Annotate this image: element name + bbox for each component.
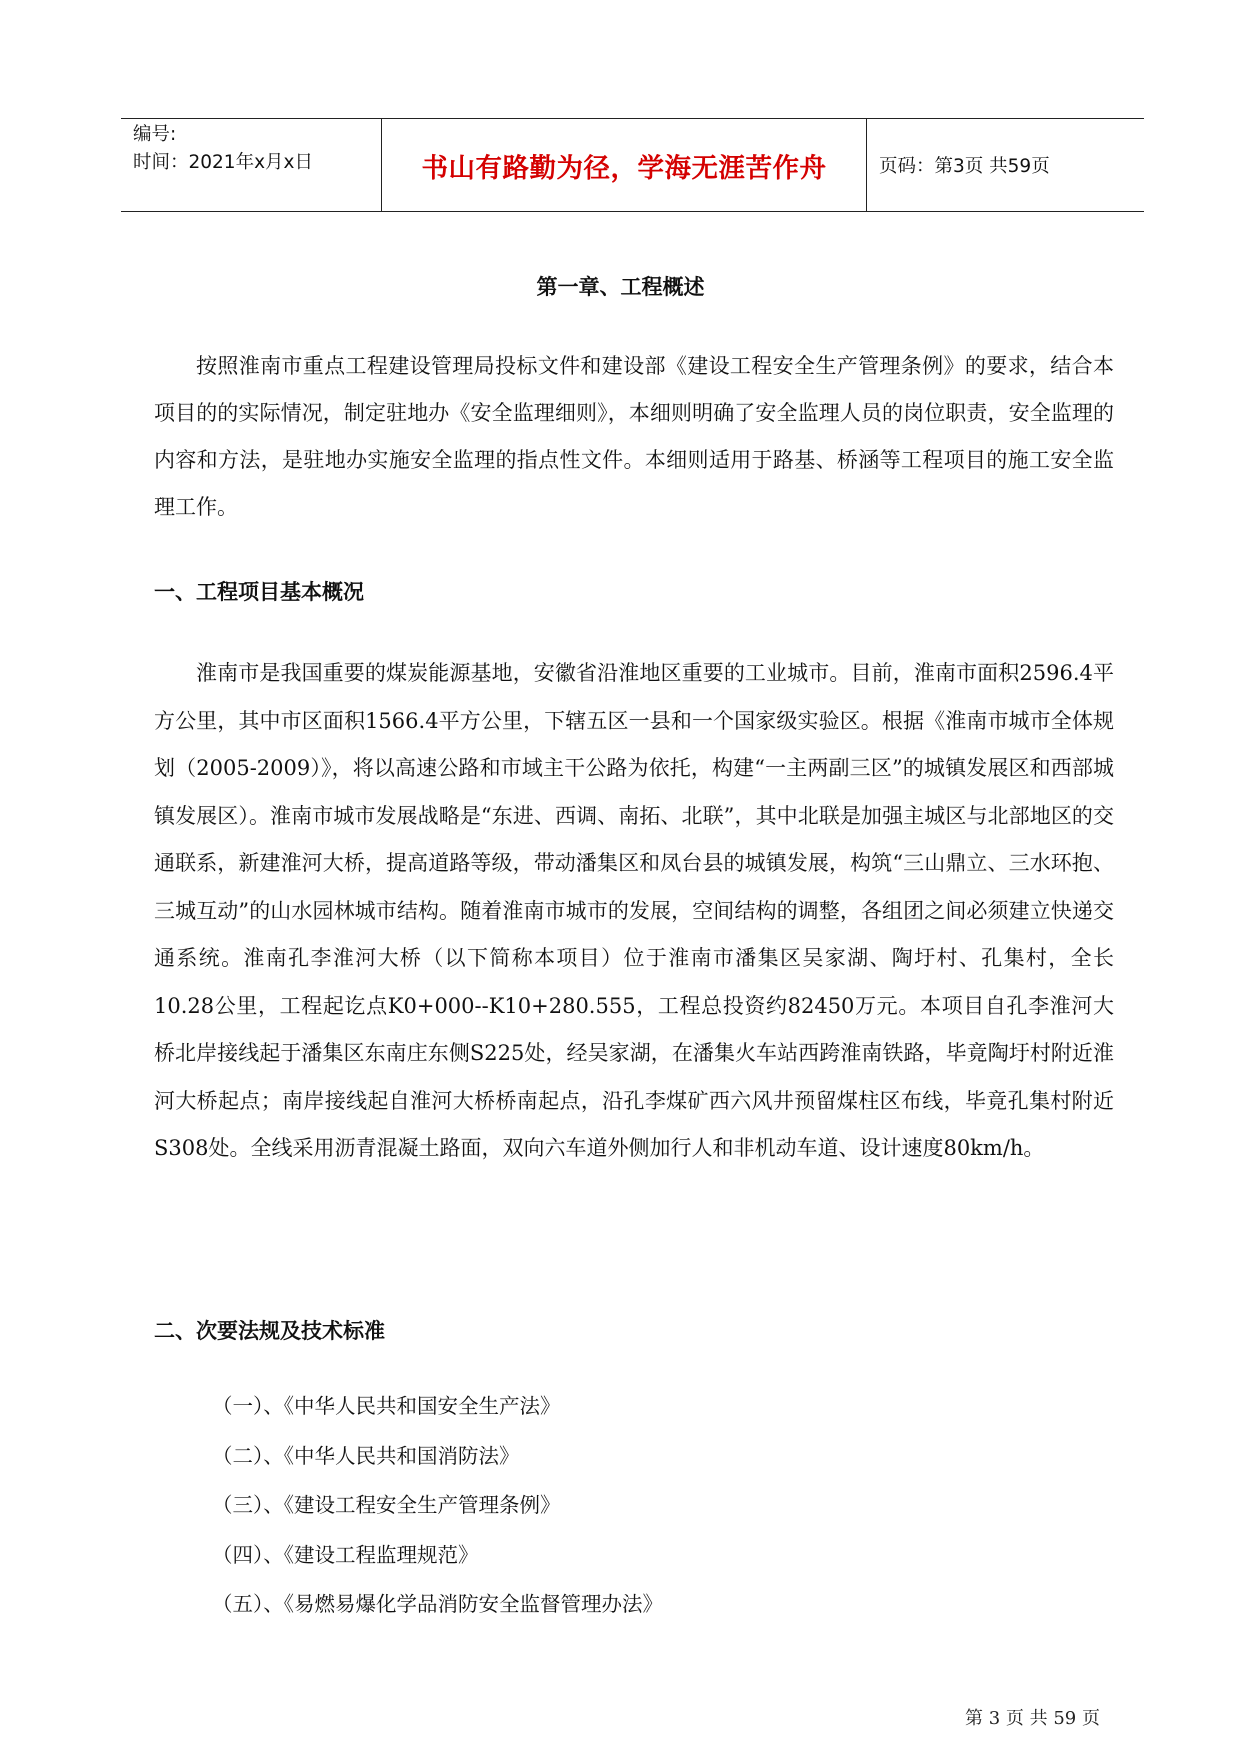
list-item: （一）、《中华人民共和国安全生产法》	[212, 1394, 561, 1418]
chapter-title: 第一章、工程概述	[536, 275, 705, 299]
list-item: （四）、《建设工程监理规范》	[212, 1542, 479, 1567]
serial-number-label: 编号:	[133, 124, 177, 145]
list-item: （三）、《建设工程安全生产管理条例》	[212, 1493, 561, 1517]
list-item: （二）、《中华人民共和国消防法》	[212, 1443, 520, 1468]
project-overview-paragraph: 淮南市是我国重要的煤炭能源基地，安徽省沿淮地区重要的工业城市。目前，淮南市面积2596.4平方公里，其中市区面积1566.4平方公里，下辖五区一县和一个国家级实验区。根据《淮南市城市全体规划（2005-2009）》，将以高速公路和市域主干公路为依托，构建“一主两副三区”的城镇发展区和西部城镇发展区）。淮南市城市发展战略是“东进、西调、南拓、北联”，其中北联是加强主城区与北部地区的交通联系，新建淮河大桥，提高道路等级，带动潘集区和凤台县的城镇发展，构筑“三山鼎立、三水环抱、三城互动”的山水园林城市结构。随着淮南市城市的发展，空间结构的调整，各组团之间必须建立快递交通系统。淮南孔李淮河大桥（以下简称本项目）位于淮南市潘集区吴家湖、陶圩村、孔集村，全长10.28公里，工程起讫点K0+000--K10+280.555，工程总投资约82450万元。本项目自孔李淮河大桥北岸接线起于潘集区东南庄东侧S225处，经吴家湖，在潘集火车站西跨淮南铁路，毕竟陶圩村附近淮河大桥起点；南岸接线起自淮河大桥桥南起点，沿孔李煤矿西六风井预留煤柱区布线，毕竟孔集村附近S308处。全线采用沥青混凝土路面，双向六车道外侧加行人和非机动车道、设计速度80km/h。	[154, 661, 1114, 1160]
time-label: 时间：2021年x月x日	[133, 152, 313, 173]
header-meta	[121, 119, 382, 211]
document-header	[121, 118, 1144, 212]
section-1-heading: 一、工程项目基本概况	[154, 580, 364, 604]
section-2-heading: 二、次要法规及技术标准	[154, 1319, 385, 1343]
header-motto-cell	[382, 119, 867, 211]
header-page-label: 页码：第3页 共59页	[879, 156, 1050, 177]
intro-paragraph: 按照淮南市重点工程建设管理局投标文件和建设部《建设工程安全生产管理条例》的要求，结合本项目的的实际情况，制定驻地办《安全监理细则》，本细则明确了安全监理人员的岗位职责，安全监理的内容和方法，是驻地办实施安全监理的指点性文件。本细则适用于路基、桥涵等工程项目的施工安全监理工作。	[154, 354, 1114, 519]
header-motto: 书山有路勤为径，学海无涯苦作舟	[421, 152, 827, 184]
page-footer: 第 3 页 共 59 页	[965, 1708, 1100, 1729]
header-page-cell	[867, 119, 1144, 211]
regulations-list	[212, 1382, 663, 1630]
list-item: （五）、《易燃易爆化学品消防安全监督管理办法》	[212, 1592, 663, 1616]
